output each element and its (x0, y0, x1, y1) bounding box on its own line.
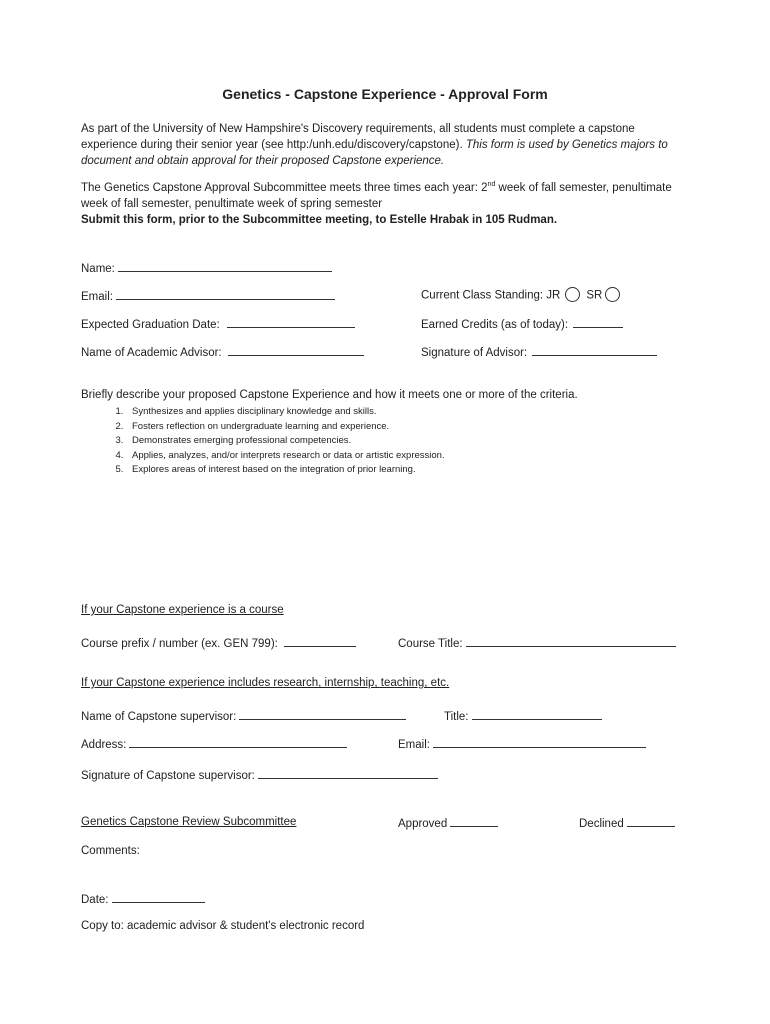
supervisor-name-label: Name of Capstone supervisor: (81, 711, 237, 723)
class-standing-field (421, 288, 626, 303)
course-title-label: Course Title: (398, 638, 463, 650)
submit-instructions: Submit this form, prior to the Subcommittee meeting, to Estelle Hrabak in 105 Rudman. (81, 214, 558, 226)
advisor-name-blank[interactable] (228, 345, 364, 356)
supervisor-name-blank[interactable] (239, 709, 406, 720)
earned-credits-field[interactable] (421, 317, 623, 331)
supervisor-email-label: Email: (398, 739, 430, 751)
graduation-date-field[interactable] (81, 317, 355, 331)
criteria-item: 1. Synthesizes and applies disciplinary knowledge and skills. (126, 405, 445, 420)
name-blank[interactable] (118, 261, 332, 272)
advisor-signature-label: Signature of Advisor: (421, 347, 528, 359)
supervisor-email-field[interactable] (398, 737, 646, 751)
declined-blank[interactable] (627, 816, 675, 827)
declined-field[interactable] (579, 816, 675, 830)
meetings-paragraph (81, 180, 691, 228)
declined-label: Declined (579, 818, 624, 830)
approved-label: Approved (398, 818, 448, 830)
advisor-signature-field[interactable] (421, 345, 657, 359)
sr-radio[interactable] (605, 287, 620, 302)
course-prefix-label: Course prefix / number (ex. GEN 799): (81, 638, 278, 650)
copy-to-note: Copy to: academic advisor & student's electronic record (81, 920, 365, 932)
earned-credits-label: Earned Credits (as of today): (421, 319, 569, 331)
course-section-heading: If your Capstone experience is a course (81, 604, 284, 616)
approved-field[interactable] (398, 816, 498, 830)
advisor-name-label: Name of Academic Advisor: (81, 347, 222, 359)
supervisor-address-label: Address: (81, 739, 127, 751)
date-label: Date: (81, 894, 109, 906)
course-prefix-field[interactable] (81, 636, 356, 650)
criteria-intro: Briefly describe your proposed Capstone Experience and how it meets one or more of the criteria. (81, 389, 578, 401)
advisor-name-field[interactable] (81, 345, 364, 359)
meetings-superscript: nd (487, 181, 496, 189)
criteria-item: 2. Fosters reflection on undergraduate learning and experience. (126, 420, 445, 435)
criteria-list (81, 405, 445, 478)
email-field[interactable] (81, 289, 335, 303)
supervisor-address-field[interactable] (81, 737, 347, 751)
meetings-text-start: The Genetics Capstone Approval Subcommittee meets three times each year: 2 (81, 182, 488, 194)
supervisor-address-blank[interactable] (129, 737, 347, 748)
earned-credits-blank[interactable] (573, 317, 623, 328)
criteria-item: 5. Explores areas of interest based on the integration of prior learning. (126, 463, 445, 478)
intro-text: As part of the University of New Hampshire's Discovery requirements, all students must complete a capstone experience during their senior year (see http:/unh.edu/discovery/capstone). (81, 123, 635, 151)
course-title-field[interactable] (398, 636, 676, 650)
jr-label: JR (546, 289, 561, 302)
intro-italic-note: This form is used by Genetics majors to document and obtain approval for their proposed Capstone experience. (81, 139, 668, 167)
sr-label: SR (586, 289, 603, 302)
jr-radio[interactable] (565, 287, 580, 302)
supervisor-name-field[interactable] (81, 709, 406, 723)
email-blank[interactable] (116, 289, 335, 300)
supervisor-title-field[interactable] (444, 709, 602, 723)
date-field[interactable] (81, 892, 205, 906)
graduation-date-blank[interactable] (227, 317, 355, 328)
supervisor-signature-label: Signature of Capstone supervisor: (81, 770, 255, 782)
supervisor-title-blank[interactable] (472, 709, 602, 720)
review-section-heading: Genetics Capstone Review Subcommittee (81, 816, 297, 828)
advisor-signature-blank[interactable] (532, 345, 657, 356)
supervisor-signature-field[interactable] (81, 768, 438, 782)
name-field[interactable] (81, 261, 332, 275)
comments-label: Comments: (81, 845, 140, 857)
form-title: Genetics - Capstone Experience - Approval Form (222, 86, 548, 102)
name-label: Name: (81, 263, 115, 275)
meetings-text-end: week of fall semester, penultimate week of fall semester, penultimate week of spring semester (81, 182, 672, 210)
course-prefix-blank[interactable] (284, 636, 356, 647)
intro-paragraph (81, 121, 691, 169)
criteria-item: 4. Applies, analyzes, and/or interprets research or data or artistic expression. (126, 449, 445, 464)
research-section-heading: If your Capstone experience includes research, internship, teaching, etc. (81, 677, 450, 689)
supervisor-signature-blank[interactable] (258, 768, 438, 779)
supervisor-title-label: Title: (444, 711, 469, 723)
date-blank[interactable] (112, 892, 205, 903)
email-label: Email: (81, 291, 113, 303)
graduation-date-label: Expected Graduation Date: (81, 319, 220, 331)
class-standing-label: Current Class Standing: (421, 289, 544, 302)
criteria-item: 3. Demonstrates emerging professional competencies. (126, 434, 445, 449)
supervisor-email-blank[interactable] (433, 737, 646, 748)
course-title-blank[interactable] (466, 636, 676, 647)
approved-blank[interactable] (450, 816, 498, 827)
